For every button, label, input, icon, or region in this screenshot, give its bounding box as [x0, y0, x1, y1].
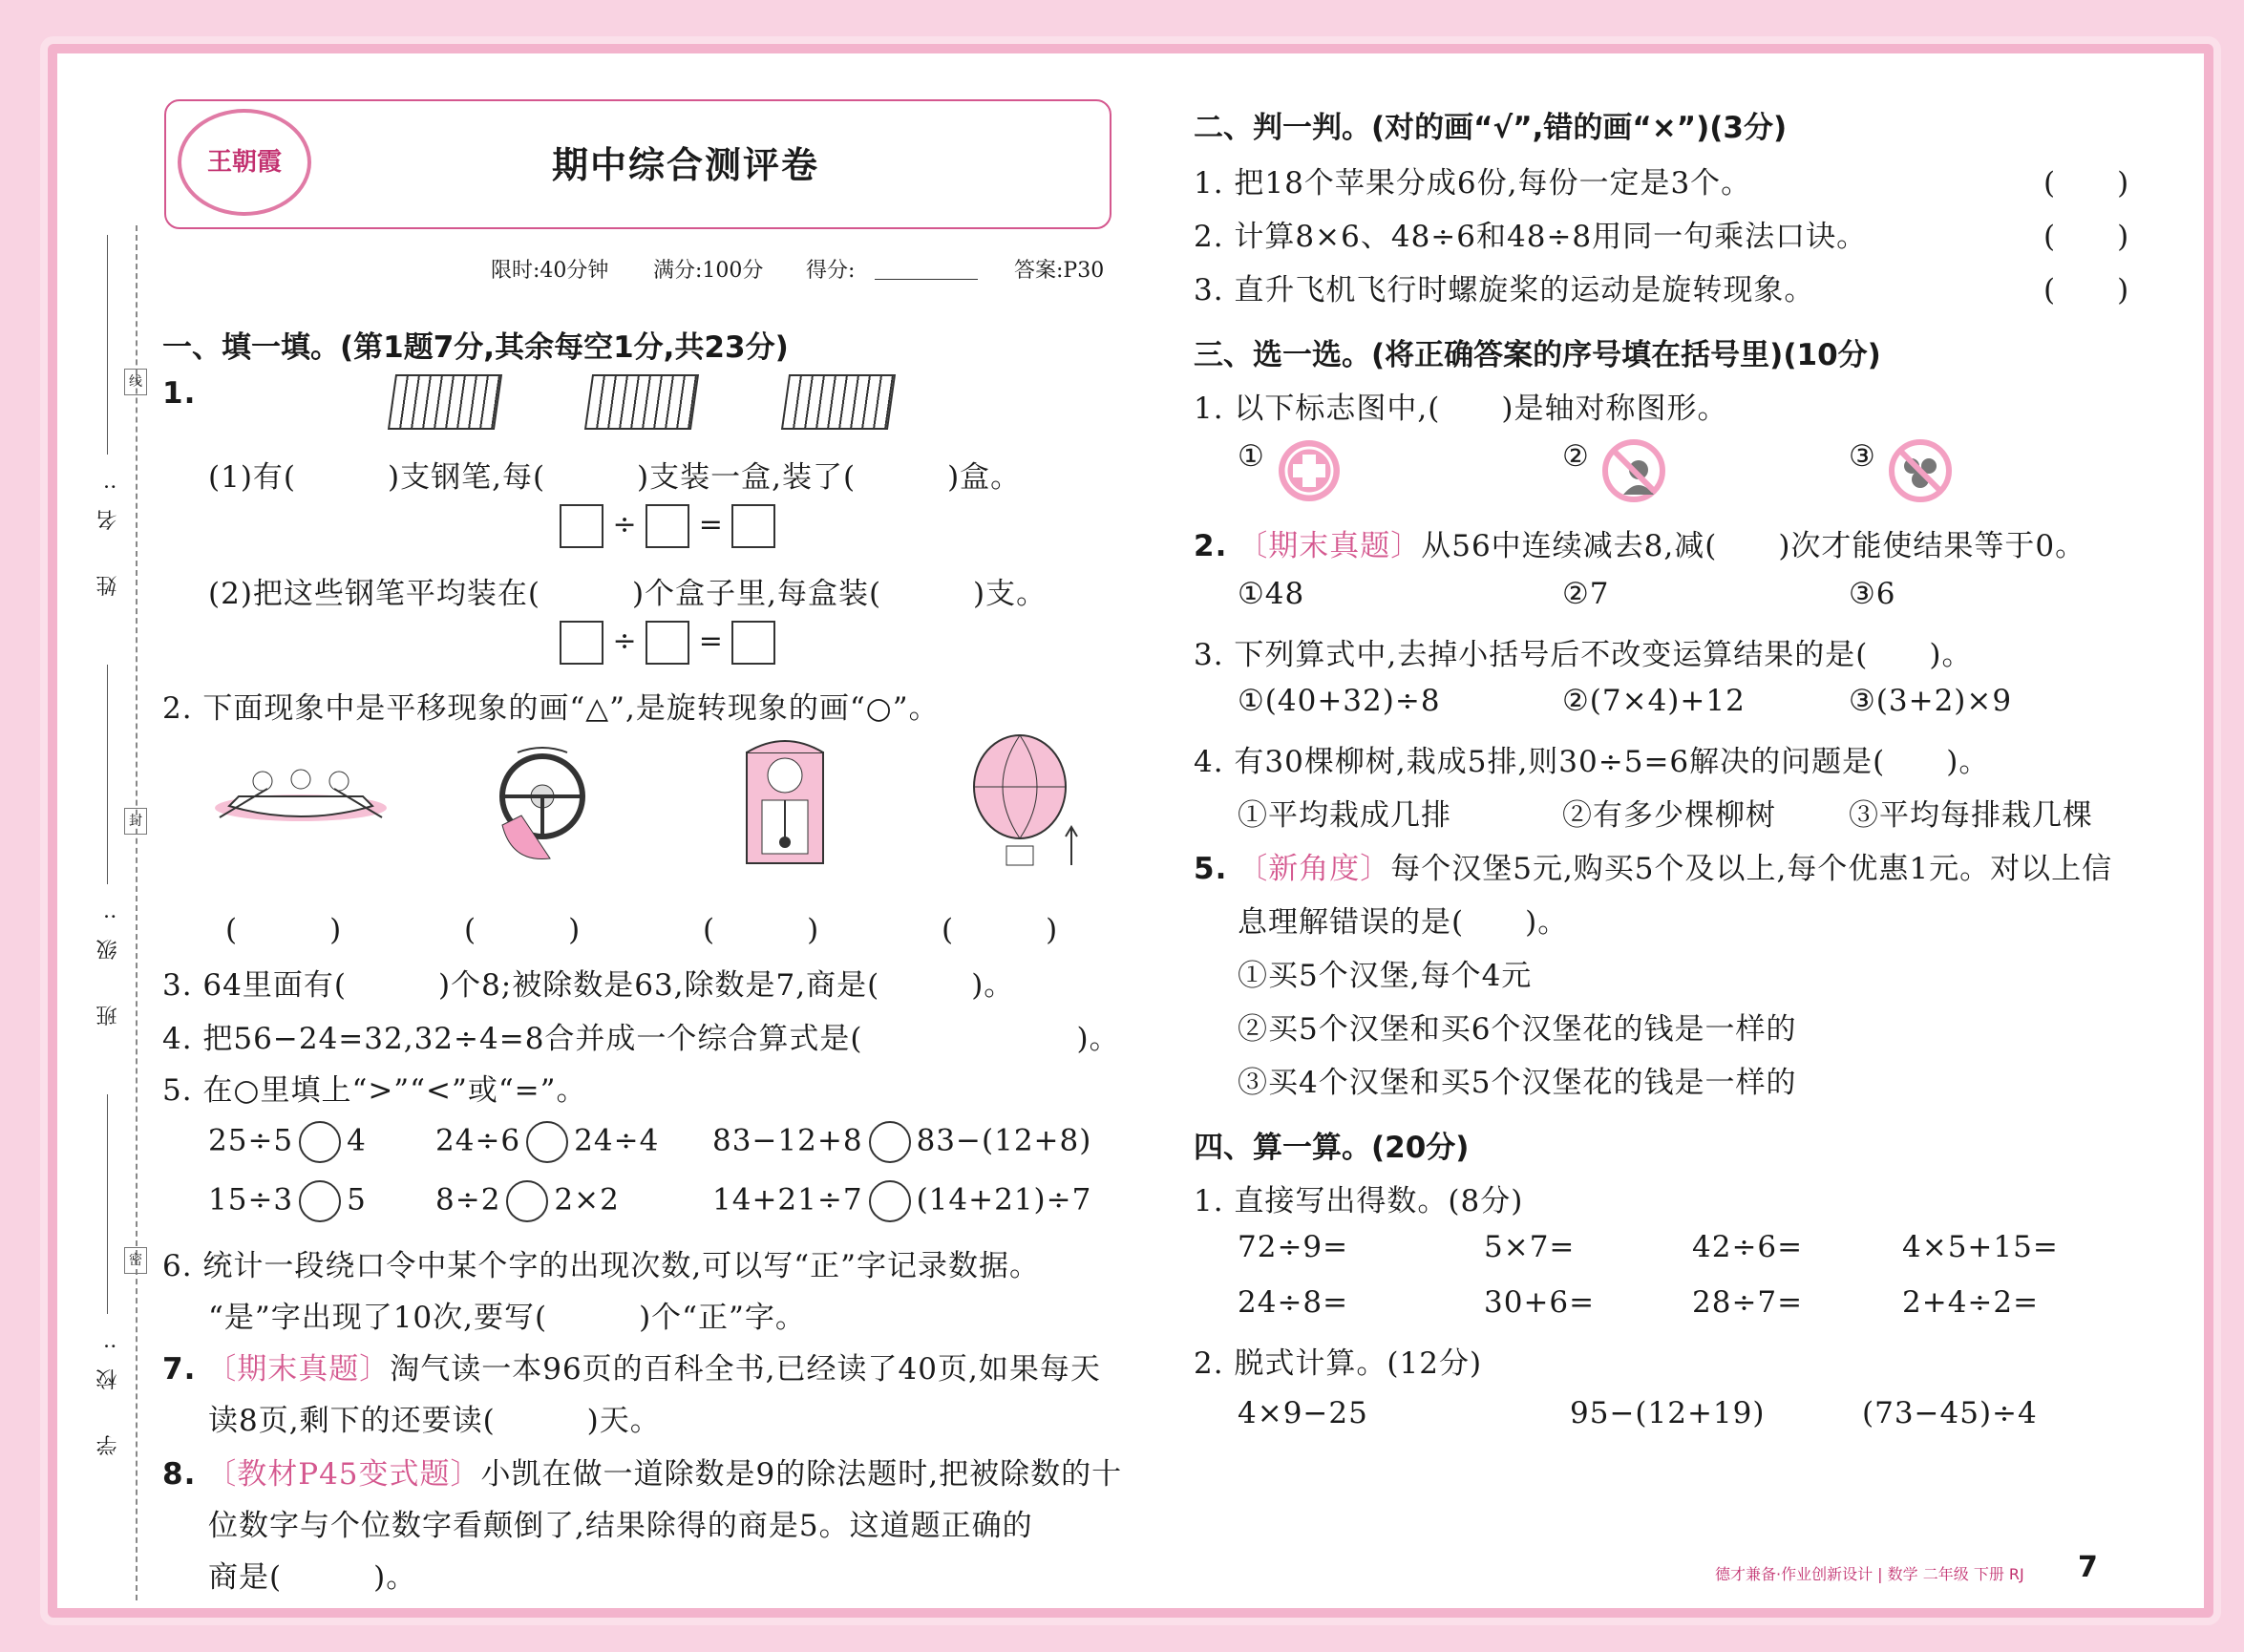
oral-calc-3: 42÷6= — [1692, 1230, 1804, 1264]
compare-2-circle[interactable] — [526, 1121, 568, 1163]
pen-box-2 — [584, 374, 699, 430]
choose-q1-option1-label: ① — [1238, 439, 1265, 474]
fill-q8-tag: 〔教材P45变式题〕 — [206, 1457, 481, 1492]
oral-calc-6: 30+6= — [1484, 1285, 1596, 1320]
compare-6-circle[interactable] — [869, 1180, 911, 1222]
choose-q4-option3: ③平均每排栽几棵 — [1849, 798, 2093, 833]
fill-q1-part2: (2)把这些钢笔平均装在( )个盒子里,每盒装( )支。 — [208, 577, 1048, 611]
fill-q5: 5. 在○里填上“>”“<”或“=”。 — [162, 1073, 587, 1108]
answer-paren-clock[interactable]: ( ) — [703, 913, 820, 947]
choose-q1-option3-label: ③ — [1849, 439, 1876, 474]
seal-mark-secret: 密 — [124, 1247, 147, 1274]
compare-4-left: 15÷3 — [208, 1182, 294, 1218]
name-label: 姓 名: — [96, 464, 120, 597]
no-crowd-sign-icon — [1887, 437, 1954, 504]
judge-q2-paren[interactable]: ( ) — [2043, 220, 2130, 254]
paper-page — [48, 44, 2213, 1618]
choose-q5-text: 每个汉堡5元,购买5个及以上,每个优惠1元。对以上信 — [1390, 852, 2113, 886]
choose-q1: 1. 以下标志图中,( )是轴对称图形。 — [1194, 392, 1728, 426]
compare-5-right: 2×2 — [554, 1182, 620, 1218]
section-judge-title: 二、判一判。(对的画“√”,错的画“×”)(3分) — [1194, 111, 1788, 145]
medical-cross-sign-icon — [1276, 437, 1343, 504]
fill-q7-line1: 7. 〔期末真题〕淘气读一本96页的百科全书,已经读了40页,如果每天 — [162, 1352, 1101, 1387]
time-limit: 限时:40分钟 — [491, 259, 609, 283]
fill-q8-text: 小凯在做一道除数是9的除法题时,把被除数的十 — [480, 1457, 1123, 1492]
choose-q3-option2: ②(7×4)+12 — [1562, 684, 1746, 718]
section-fill-title: 一、填一填。(第1题7分,其余每空1分,共23分) — [162, 330, 789, 365]
choose-q5-option3: ③买4个汉堡和买5个汉堡花的钱是一样的 — [1238, 1066, 1797, 1100]
compare-4-circle[interactable] — [299, 1180, 341, 1222]
step-calc-1: 4×9−25 — [1238, 1396, 1368, 1430]
compare-3-circle[interactable] — [869, 1121, 911, 1163]
choose-q5-option2: ②买5个汉堡和买6个汉堡花的钱是一样的 — [1238, 1012, 1797, 1047]
compare-2-left: 24÷6 — [435, 1123, 521, 1158]
pen-box-3 — [781, 374, 896, 430]
compare-5-circle[interactable] — [506, 1180, 548, 1222]
fill-q4: 4. 把56−24=32,32÷4=8合并成一个综合算式是( )。 — [162, 1022, 1120, 1056]
no-smoking-sign-icon — [1600, 437, 1667, 504]
fill-q7-text: 淘气读一本96页的百科全书,已经读了40页,如果每天 — [390, 1352, 1101, 1387]
brand-logo: 王朝霞 — [178, 109, 311, 216]
footer-series: 德才兼备·作业创新设计 | 数学 二年级 下册 RJ — [1715, 1565, 2024, 1583]
score-blank[interactable] — [875, 279, 978, 280]
compare-3-left: 83−12+8 — [712, 1123, 863, 1158]
oral-calc-8: 2+4÷2= — [1902, 1285, 2040, 1320]
choose-q2-option3: ③6 — [1849, 577, 1896, 611]
page-title: 期中综合测评卷 — [552, 144, 820, 186]
judge-q1-paren[interactable]: ( ) — [2043, 166, 2130, 201]
compare-5-left: 8÷2 — [435, 1182, 501, 1218]
fill-q3: 3. 64里面有( )个8;被除数是63,除数是7,商是( )。 — [162, 968, 1015, 1003]
fill-q1-part1: (1)有( )支钢笔,每( )支装一盒,装了( )盒。 — [208, 460, 1022, 495]
compare-4-right: 5 — [347, 1182, 367, 1218]
calc-q2: 2. 脱式计算。(12分) — [1194, 1346, 1483, 1381]
choose-q5-line1: 5. 〔新角度〕每个汉堡5元,购买5个及以上,每个优惠1元。对以上信 — [1194, 852, 2113, 886]
oral-calc-1: 72÷9= — [1238, 1230, 1349, 1264]
compare-1-circle[interactable] — [299, 1121, 341, 1163]
oral-calc-2: 5×7= — [1484, 1230, 1576, 1264]
judge-q3-paren[interactable]: ( ) — [2043, 273, 2130, 307]
choose-q2-option2: ②7 — [1562, 577, 1610, 611]
boat-rowing-picture — [210, 751, 392, 846]
judge-q3: 3. 直升飞机飞行时螺旋桨的运动是旋转现象。 — [1194, 273, 1815, 307]
oral-calc-5: 24÷8= — [1238, 1285, 1349, 1320]
fill-q8-line2: 位数字与个位数字看颠倒了,结果除得的商是5。这道题正确的 — [208, 1509, 1033, 1543]
seal-mark-seal: 封 — [124, 808, 147, 835]
section-choose-title: 三、选一选。(将正确答案的序号填在括号里)(10分) — [1194, 338, 1881, 372]
choose-q4-option1: ①平均栽成几排 — [1238, 798, 1451, 833]
answer-page: 答案:P30 — [1014, 259, 1105, 283]
page-number: 7 — [2078, 1551, 2098, 1584]
compare-1-left: 25÷5 — [208, 1123, 294, 1158]
fill-q1-number: 1. — [162, 376, 197, 411]
fill-q7-tag: 〔期末真题〕 — [206, 1352, 391, 1387]
seal-mark-line: 线 — [124, 369, 147, 395]
compare-3 — [712, 1121, 1091, 1163]
pendulum-clock-picture — [737, 733, 833, 867]
full-score: 满分:100分 — [653, 259, 764, 283]
choose-q5-tag: 〔新角度〕 — [1238, 852, 1391, 886]
hot-air-balloon-picture — [966, 733, 1081, 877]
choose-q4: 4. 有30棵柳树,栽成5排,则30÷5=6解决的问题是( )。 — [1194, 745, 1990, 779]
choose-q2-text: 从56中连续减去8,减( )次才能使结果等于0。 — [1421, 529, 2086, 563]
score-label: 得分: — [806, 259, 856, 283]
compare-4 — [208, 1180, 367, 1222]
choose-q4-option2: ②有多少棵柳树 — [1562, 798, 1776, 833]
choose-q3: 3. 下列算式中,去掉小括号后不改变运算结果的是( )。 — [1194, 638, 1973, 672]
oral-calc-4: 4×5+15= — [1902, 1230, 2059, 1264]
judge-q1: 1. 把18个苹果分成6份,每份一定是3个。 — [1194, 166, 1752, 201]
class-label: 班 级: — [96, 894, 120, 1027]
fill-q8-line3: 商是( )。 — [208, 1560, 417, 1595]
compare-6-left: 14+21÷7 — [712, 1182, 863, 1218]
answer-paren-balloon[interactable]: ( ) — [942, 913, 1059, 947]
compare-1-right: 4 — [347, 1123, 367, 1158]
school-label: 学 校: — [96, 1324, 120, 1456]
compare-2 — [435, 1121, 659, 1163]
division-blank-1[interactable]: ÷ = — [560, 504, 775, 548]
fill-q6-line1: 6. 统计一段绕口令中某个字的出现次数,可以写“正”字记录数据。 — [162, 1249, 1040, 1283]
compare-6 — [712, 1180, 1091, 1222]
compare-6-right: (14+21)÷7 — [916, 1182, 1092, 1218]
pen-box-1 — [388, 374, 502, 430]
fill-q7-line2: 读8页,剩下的还要读( )天。 — [208, 1404, 661, 1438]
compare-2-right: 24÷4 — [574, 1123, 660, 1158]
fill-q8-line1: 8. 〔教材P45变式题〕小凯在做一道除数是9的除法题时,把被除数的十 — [162, 1457, 1123, 1492]
choose-q5-line2: 息理解错误的是( )。 — [1238, 905, 1569, 940]
steering-wheel-picture — [483, 739, 607, 863]
choose-q2-option1: ①48 — [1238, 577, 1305, 611]
class-line — [107, 665, 108, 884]
school-line — [107, 1094, 108, 1314]
fill-q2: 2. 下面现象中是平移现象的画“△”,是旋转现象的画“○”。 — [162, 691, 940, 726]
step-calc-2: 95−(12+19) — [1570, 1396, 1766, 1430]
compare-5 — [435, 1180, 620, 1222]
judge-q2: 2. 计算8×6、48÷6和48÷8用同一句乘法口诀。 — [1194, 220, 1868, 254]
step-calc-3: (73−45)÷4 — [1862, 1396, 2038, 1430]
choose-q3-option1: ①(40+32)÷8 — [1238, 684, 1441, 718]
oral-calc-7: 28÷7= — [1692, 1285, 1804, 1320]
section-calc-title: 四、算一算。(20分) — [1194, 1131, 1470, 1165]
choose-q2: 2. 〔期末真题〕从56中连续减去8,减( )次才能使结果等于0。 — [1194, 529, 2086, 563]
choose-q1-option2-label: ② — [1562, 439, 1590, 474]
choose-q3-option3: ③(3+2)×9 — [1849, 684, 2013, 718]
compare-3-right: 83−(12+8) — [916, 1123, 1092, 1158]
binding-line — [136, 225, 138, 1600]
calc-q1: 1. 直接写出得数。(8分) — [1194, 1184, 1524, 1218]
compare-1 — [208, 1121, 367, 1163]
name-line — [107, 235, 108, 455]
choose-q2-tag: 〔期末真题〕 — [1238, 529, 1422, 563]
fill-q6-line2: “是”字出现了10次,要写( )个“正”字。 — [208, 1301, 806, 1335]
division-blank-2[interactable]: ÷ = — [560, 621, 775, 665]
answer-paren-wheel[interactable]: ( ) — [464, 913, 582, 947]
answer-paren-boat[interactable]: ( ) — [225, 913, 343, 947]
choose-q5-option1: ①买5个汉堡,每个4元 — [1238, 959, 1533, 993]
